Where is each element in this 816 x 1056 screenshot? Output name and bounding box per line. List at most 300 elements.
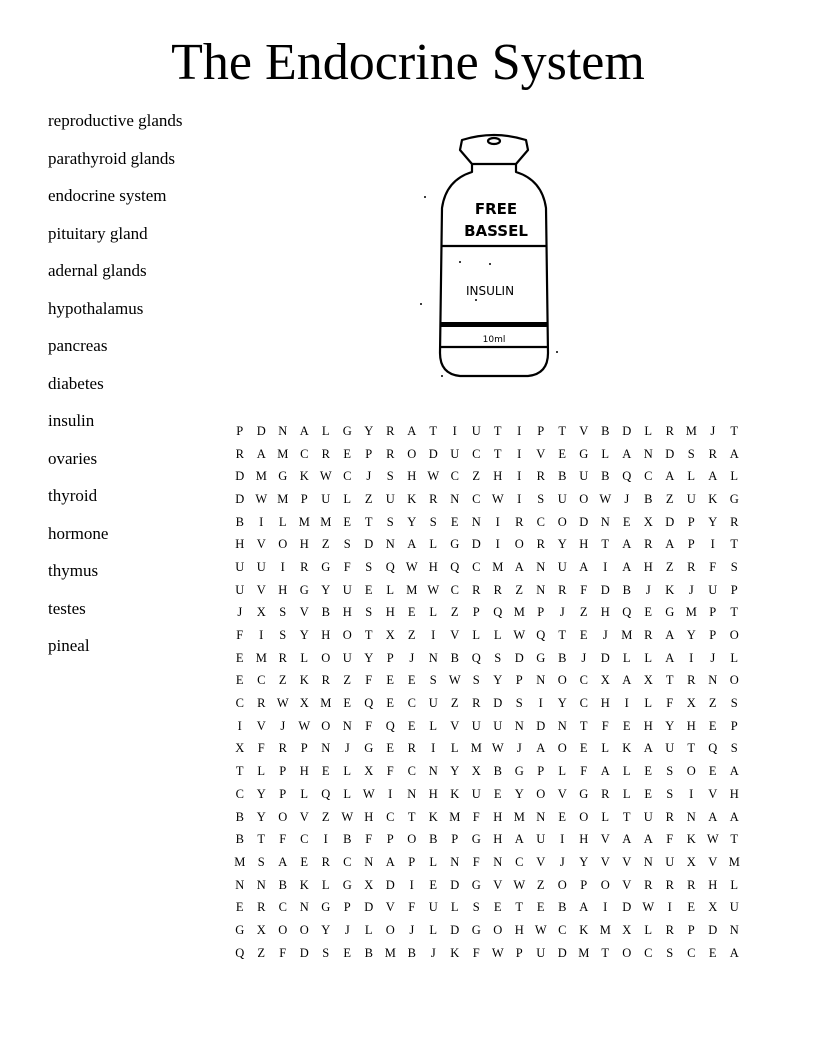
grid-letter: F <box>709 559 717 574</box>
grid-letter: Y <box>321 582 331 597</box>
grid-letter: G <box>471 922 481 937</box>
grid-letter: O <box>686 764 696 779</box>
grid-letter: P <box>300 741 308 756</box>
word-list <box>48 111 183 674</box>
grid-letter: T <box>429 423 438 438</box>
grid-letter: J <box>581 650 587 665</box>
grid-letter: O <box>342 628 352 643</box>
grid-letter: Y <box>256 809 266 824</box>
grid-letter: K <box>708 491 718 506</box>
grid-letter: P <box>386 650 394 665</box>
grid-letter: N <box>471 514 481 529</box>
grid-letter: R <box>386 423 395 438</box>
grid-letter: C <box>343 854 352 869</box>
grid-letter: W <box>362 786 375 801</box>
grid-letter: C <box>472 491 481 506</box>
grid-letter: A <box>514 832 524 847</box>
grid-letter: A <box>385 854 395 869</box>
grid-letter: X <box>256 922 266 937</box>
grid-letter: P <box>537 764 545 779</box>
grid-letter: S <box>494 650 502 665</box>
grid-letter: O <box>321 718 331 733</box>
grid-letter: N <box>342 718 352 733</box>
grid-row <box>229 488 745 511</box>
grid-letter: L <box>558 764 567 779</box>
grid-letter: X <box>600 673 610 688</box>
grid-letter: A <box>622 446 632 461</box>
grid-letter: P <box>537 423 545 438</box>
grid-letter: L <box>493 628 502 643</box>
grid-letter: B <box>407 945 416 960</box>
grid-letter: Q <box>708 741 718 756</box>
grid-letter: I <box>259 514 264 529</box>
grid-letter: I <box>259 628 264 643</box>
grid-letter: N <box>235 877 245 892</box>
grid-letter: Y <box>665 718 675 733</box>
grid-letter: V <box>536 446 546 461</box>
grid-letter: T <box>558 628 567 643</box>
grid-letter: U <box>235 582 245 597</box>
grid-letter: L <box>257 764 266 779</box>
grid-letter: C <box>300 832 309 847</box>
grid-letter: O <box>557 877 567 892</box>
grid-letter: J <box>645 582 651 597</box>
word-list-item: hypothalamus <box>48 298 144 318</box>
grid-letter: K <box>299 469 309 484</box>
grid-letter: U <box>471 718 481 733</box>
grid-letter: N <box>600 514 610 529</box>
grid-letter: I <box>517 469 522 484</box>
grid-letter: F <box>257 741 265 756</box>
grid-letter: I <box>603 559 608 574</box>
grid-letter: C <box>300 446 309 461</box>
grid-letter: M <box>277 491 289 506</box>
grid-letter: E <box>622 514 631 529</box>
grid-letter: H <box>493 832 503 847</box>
grid-letter: T <box>730 832 739 847</box>
grid-letter: A <box>600 764 610 779</box>
grid-letter: M <box>513 809 525 824</box>
grid-letter: H <box>686 718 696 733</box>
grid-letter: Z <box>343 673 352 688</box>
grid-row <box>229 465 745 488</box>
grid-letter: A <box>708 809 718 824</box>
grid-letter: M <box>320 696 332 711</box>
grid-row <box>229 420 745 443</box>
grid-letter: T <box>235 764 244 779</box>
grid-letter: R <box>235 446 244 461</box>
grid-letter: B <box>235 514 244 529</box>
grid-row <box>229 715 745 738</box>
grid-letter: R <box>407 741 416 756</box>
grid-letter: L <box>450 900 459 915</box>
insulin-bottle-illustration <box>412 128 572 388</box>
grid-letter: F <box>472 854 480 869</box>
grid-letter: L <box>429 854 438 869</box>
grid-letter: H <box>514 922 524 937</box>
grid-letter: E <box>235 650 244 665</box>
grid-letter: X <box>622 922 632 937</box>
grid-letter: K <box>450 786 460 801</box>
grid-letter: U <box>665 741 675 756</box>
grid-letter: L <box>386 582 395 597</box>
grid-row <box>229 851 745 874</box>
grid-letter: Y <box>493 673 503 688</box>
grid-letter: M <box>277 446 289 461</box>
grid-letter: B <box>429 832 438 847</box>
grid-letter: M <box>320 514 332 529</box>
grid-letter: W <box>642 900 655 915</box>
grid-letter: O <box>622 945 632 960</box>
grid-letter: I <box>689 786 694 801</box>
grid-letter: V <box>600 854 610 869</box>
grid-letter: S <box>537 491 545 506</box>
grid-letter: Z <box>708 696 717 711</box>
grid-letter: H <box>493 469 503 484</box>
grid-letter: W <box>491 945 504 960</box>
grid-letter: U <box>428 900 438 915</box>
grid-letter: W <box>427 469 440 484</box>
grid-row <box>229 806 745 829</box>
grid-letter: L <box>429 718 438 733</box>
grid-letter: O <box>729 628 739 643</box>
grid-letter: U <box>471 423 481 438</box>
grid-letter: T <box>730 605 739 620</box>
grid-letter: W <box>405 559 418 574</box>
grid-letter: R <box>257 900 266 915</box>
grid-letter: Z <box>536 877 545 892</box>
grid-letter: L <box>364 922 373 937</box>
word-search-grid <box>229 420 745 965</box>
grid-letter: J <box>710 650 716 665</box>
grid-row <box>229 738 745 761</box>
grid-letter: I <box>667 900 672 915</box>
grid-letter: B <box>321 605 330 620</box>
grid-letter: Y <box>364 423 374 438</box>
grid-letter: L <box>429 605 438 620</box>
grid-letter: E <box>343 945 352 960</box>
grid-letter: R <box>536 537 545 552</box>
grid-letter: B <box>644 491 653 506</box>
grid-letter: A <box>708 469 718 484</box>
grid-letter: R <box>665 809 674 824</box>
grid-letter: G <box>665 605 675 620</box>
grid-letter: U <box>342 650 352 665</box>
grid-letter: U <box>536 832 546 847</box>
grid-letter: A <box>278 854 288 869</box>
grid-letter: N <box>278 423 288 438</box>
grid-letter: Z <box>579 605 588 620</box>
grid-letter: H <box>278 582 288 597</box>
word-list-item: parathyroid glands <box>48 148 175 168</box>
grid-letter: Z <box>450 696 459 711</box>
grid-letter: S <box>365 605 373 620</box>
grid-letter: N <box>514 718 524 733</box>
grid-letter: U <box>256 559 266 574</box>
grid-letter: A <box>665 650 675 665</box>
grid-letter: J <box>624 491 630 506</box>
grid-letter: P <box>451 832 459 847</box>
grid-letter: D <box>708 922 718 937</box>
grid-letter: A <box>643 741 653 756</box>
grid-letter: R <box>687 559 696 574</box>
grid-letter: F <box>580 582 588 597</box>
grid-letter: H <box>708 877 718 892</box>
grid-letter: G <box>471 877 481 892</box>
grid-letter: G <box>536 650 546 665</box>
bottle-label-insulin: INSULIN <box>465 284 515 298</box>
grid-letter: L <box>343 764 352 779</box>
grid-letter: M <box>599 922 611 937</box>
grid-letter: V <box>622 877 632 892</box>
grid-letter: X <box>643 673 653 688</box>
grid-letter: D <box>600 650 610 665</box>
grid-letter: G <box>514 764 524 779</box>
grid-letter: B <box>558 900 567 915</box>
grid-letter: O <box>407 446 417 461</box>
word-list-item: pineal <box>48 636 90 655</box>
grid-letter: M <box>685 423 697 438</box>
grid-letter: E <box>321 764 330 779</box>
grid-letter: K <box>622 741 632 756</box>
grid-letter: J <box>280 718 286 733</box>
grid-letter: Z <box>515 582 524 597</box>
grid-letter: K <box>428 809 438 824</box>
grid-letter: R <box>536 469 545 484</box>
grid-letter: J <box>237 605 243 620</box>
grid-letter: E <box>407 673 416 688</box>
grid-letter: V <box>299 809 309 824</box>
grid-letter: L <box>601 446 610 461</box>
grid-row <box>229 624 745 647</box>
grid-letter: Y <box>514 786 524 801</box>
grid-letter: H <box>407 469 417 484</box>
grid-letter: A <box>622 559 632 574</box>
grid-letter: R <box>644 628 653 643</box>
grid-letter: V <box>450 628 460 643</box>
grid-letter: W <box>706 832 719 847</box>
grid-letter: I <box>495 537 500 552</box>
grid-letter: X <box>471 764 481 779</box>
grid-letter: A <box>729 446 739 461</box>
grid-letter: B <box>622 582 631 597</box>
grid-letter: R <box>278 741 287 756</box>
grid-letter: H <box>729 786 739 801</box>
grid-letter: Y <box>708 514 718 529</box>
grid-letter: M <box>621 628 633 643</box>
grid-letter: X <box>235 741 245 756</box>
grid-letter: H <box>600 696 610 711</box>
grid-letter: M <box>384 945 396 960</box>
grid-letter: D <box>256 423 266 438</box>
grid-letter: E <box>579 628 588 643</box>
grid-letter: R <box>687 877 696 892</box>
grid-letter: D <box>665 514 675 529</box>
grid-letter: H <box>428 559 438 574</box>
grid-letter: Y <box>299 628 309 643</box>
grid-letter: D <box>450 922 460 937</box>
grid-letter: G <box>729 491 739 506</box>
grid-letter: I <box>538 696 543 711</box>
word-list-item: pituitary gland <box>48 223 148 243</box>
grid-letter: E <box>386 696 395 711</box>
grid-letter: L <box>730 877 739 892</box>
grid-letter: M <box>492 559 504 574</box>
grid-letter: W <box>491 491 504 506</box>
grid-letter: A <box>622 673 632 688</box>
grid-letter: B <box>343 832 352 847</box>
grid-letter: C <box>343 469 352 484</box>
grid-letter: R <box>472 696 481 711</box>
grid-letter: G <box>299 582 309 597</box>
grid-letter: H <box>428 786 438 801</box>
grid-letter: W <box>319 469 332 484</box>
grid-letter: D <box>514 650 524 665</box>
grid-letter: C <box>257 673 266 688</box>
grid-letter: Q <box>622 605 632 620</box>
grid-letter: Z <box>665 491 674 506</box>
grid-row <box>229 511 745 534</box>
grid-letter: H <box>643 718 653 733</box>
grid-letter: U <box>428 696 438 711</box>
grid-letter: S <box>343 537 351 552</box>
grid-letter: Y <box>450 764 460 779</box>
grid-letter: A <box>622 832 632 847</box>
grid-letter: L <box>300 786 309 801</box>
grid-letter: G <box>342 877 352 892</box>
grid-letter: Q <box>450 559 460 574</box>
grid-letter: L <box>730 469 739 484</box>
grid-letter: F <box>343 559 351 574</box>
word-list-item: adernal glands <box>48 261 147 280</box>
grid-letter: A <box>407 537 417 552</box>
grid-letter: O <box>557 741 567 756</box>
grid-letter: J <box>430 945 436 960</box>
grid-letter: I <box>560 832 565 847</box>
grid-letter: E <box>364 582 373 597</box>
grid-letter: D <box>622 900 632 915</box>
grid-letter: I <box>323 832 328 847</box>
grid-letter: E <box>644 764 653 779</box>
grid-letter: G <box>235 922 245 937</box>
grid-letter: T <box>407 809 416 824</box>
grid-letter: A <box>729 764 739 779</box>
grid-letter: B <box>601 469 610 484</box>
grid-letter: Z <box>321 537 330 552</box>
grid-letter: S <box>429 673 437 688</box>
grid-letter: O <box>557 514 567 529</box>
grid-letter: I <box>517 423 522 438</box>
grid-letter: H <box>579 537 589 552</box>
grid-letter: D <box>364 537 374 552</box>
word-list-item: hormone <box>48 523 109 543</box>
grid-letter: I <box>431 741 436 756</box>
grid-letter: D <box>622 423 632 438</box>
grid-row <box>229 670 745 693</box>
grid-letter: I <box>517 491 522 506</box>
grid-row <box>229 533 745 556</box>
grid-letter: U <box>729 900 739 915</box>
grid-letter: I <box>603 900 608 915</box>
grid-row <box>229 602 745 625</box>
grid-letter: S <box>386 514 394 529</box>
grid-letter: O <box>600 877 610 892</box>
grid-letter: O <box>278 537 288 552</box>
grid-letter: N <box>256 877 266 892</box>
word-list-item: diabetes <box>48 373 104 393</box>
grid-letter: C <box>407 696 416 711</box>
grid-letter: N <box>428 650 438 665</box>
grid-letter: H <box>364 809 374 824</box>
grid-letter: L <box>429 537 438 552</box>
grid-letter: U <box>557 491 567 506</box>
grid-letter: Y <box>557 696 567 711</box>
grid-letter: O <box>278 809 288 824</box>
grid-row <box>229 579 745 602</box>
bottle-label-name: BASSEL <box>464 222 528 240</box>
grid-letter: R <box>278 650 287 665</box>
grid-letter: O <box>729 673 739 688</box>
grid-letter: C <box>235 786 244 801</box>
grid-letter: E <box>343 696 352 711</box>
grid-letter: U <box>665 854 675 869</box>
grid-letter: N <box>428 764 438 779</box>
grid-letter: S <box>666 945 674 960</box>
grid-letter: T <box>687 741 696 756</box>
grid-letter: M <box>255 469 267 484</box>
grid-letter: P <box>279 764 287 779</box>
grid-letter: X <box>299 696 309 711</box>
word-list-item: endocrine system <box>48 186 167 205</box>
grid-letter: X <box>686 696 696 711</box>
grid-letter: U <box>321 491 331 506</box>
grid-letter: L <box>601 741 610 756</box>
grid-letter: H <box>299 764 309 779</box>
word-list-item: pancreas <box>48 336 108 355</box>
grid-letter: V <box>708 854 718 869</box>
grid-letter: O <box>536 786 546 801</box>
grid-letter: Q <box>471 650 481 665</box>
grid-letter: E <box>493 900 502 915</box>
grid-letter: W <box>513 628 526 643</box>
grid-letter: C <box>536 514 545 529</box>
grid-letter: C <box>450 469 459 484</box>
grid-letter: N <box>643 446 653 461</box>
grid-letter: T <box>579 718 588 733</box>
grid-letter: R <box>687 673 696 688</box>
grid-letter: N <box>493 854 503 869</box>
grid-letter: F <box>472 809 480 824</box>
grid-letter: D <box>428 446 438 461</box>
grid-letter: G <box>364 741 374 756</box>
grid-letter: I <box>689 650 694 665</box>
grid-letter: A <box>407 423 417 438</box>
grid-letter: L <box>644 423 653 438</box>
grid-letter: S <box>472 900 480 915</box>
grid-letter: W <box>513 877 526 892</box>
grid-letter: V <box>579 423 589 438</box>
grid-letter: S <box>279 628 287 643</box>
grid-letter: P <box>279 786 287 801</box>
grid-letter: P <box>580 877 588 892</box>
grid-letter: U <box>493 718 503 733</box>
grid-letter: O <box>579 491 589 506</box>
grid-letter: M <box>234 854 246 869</box>
grid-letter: K <box>407 491 417 506</box>
grid-letter: F <box>365 673 373 688</box>
grid-letter: L <box>300 650 309 665</box>
grid-letter: F <box>601 718 609 733</box>
